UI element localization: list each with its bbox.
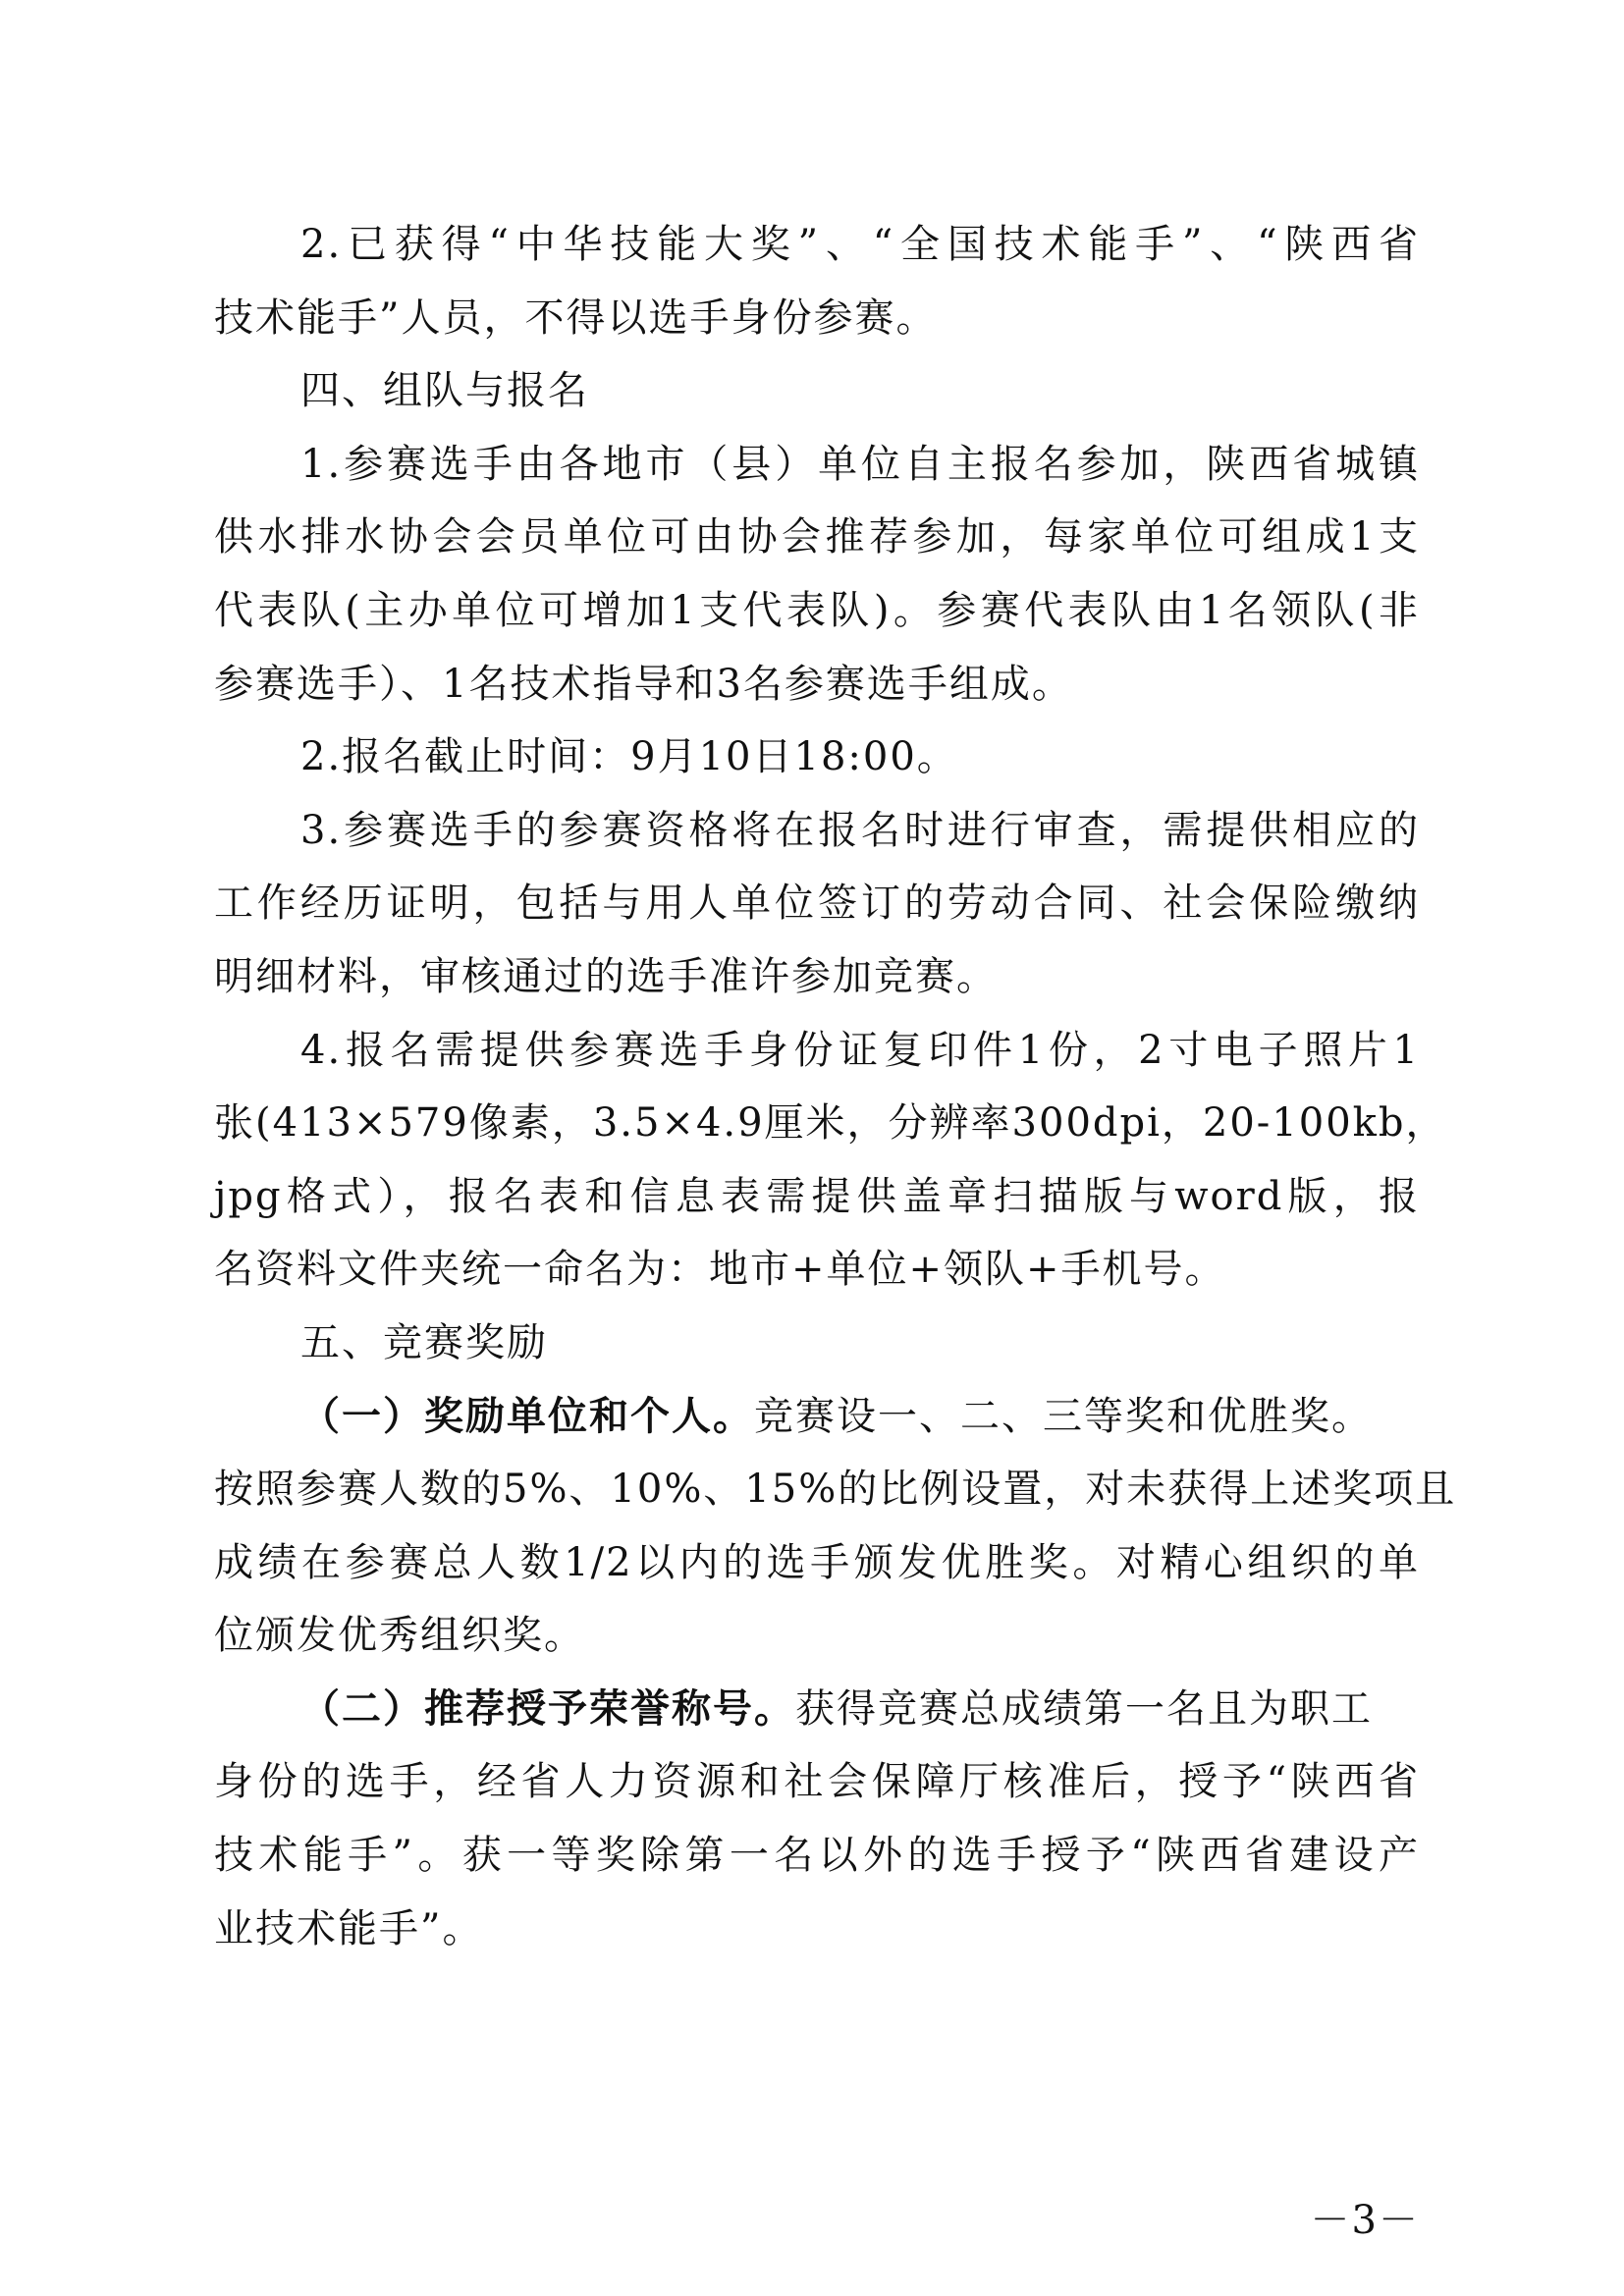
paragraph-line-honor-title: [214, 1673, 1420, 1746]
paragraph-line: 技术能手”。获一等奖除第一名以外的选手授予“陕西省建设产: [214, 1833, 1420, 1879]
paragraph-text: 获得竞赛总成绩第一名且为职工: [795, 1685, 1373, 1732]
paragraph-line: 2.报名截止时间：9月10日18:00。: [300, 734, 958, 780]
paragraph-line: 4.报名需提供参赛选手身份证复印件1份，2寸电子照片1: [300, 1027, 1420, 1073]
paragraph-line: 业技术能手”。: [214, 1905, 484, 1951]
paragraph-line: 张(413×579像素，3.5×4.9厘米，分辨率300dpi，20-100kb，: [214, 1100, 1447, 1147]
paragraph-line: 技术能手”人员，不得以选手身份参赛。: [214, 294, 938, 341]
paragraph-line: 代表队(主办单位可增加1支代表队)。参赛代表队由1名领队(非: [214, 587, 1420, 633]
section-heading-4: 四、组队与报名: [300, 368, 589, 414]
page-number: －3－: [1310, 2198, 1420, 2243]
bold-lead-award-units: （一）奖励单位和个人。: [300, 1393, 754, 1439]
paragraph-text: 竞赛设一、二、三等奖和优胜奖。: [754, 1393, 1373, 1439]
paragraph-line: 参赛选手）、1名技术指导和3名参赛选手组成。: [214, 661, 1073, 707]
paragraph-line: jpg格式），报名表和信息表需提供盖章扫描版与word版，报: [214, 1173, 1420, 1219]
document-body: [214, 208, 1457, 1965]
paragraph-line: 按照参赛人数的5%、10%、15%的比例设置，对未获得上述奖项且: [214, 1467, 1457, 1513]
paragraph-line: 3.参赛选手的参赛资格将在报名时进行审查，需提供相应的: [300, 807, 1420, 853]
paragraph-line: 2.已获得“中华技能大奖”、“全国技术能手”、“陕西省: [300, 222, 1420, 267]
paragraph-line: 1.参赛选手由各地市（县）单位自主报名参加，陕西省城镇: [300, 441, 1420, 487]
paragraph-line: 身份的选手，经省人力资源和社会保障厅核准后，授予“陕西省: [214, 1759, 1420, 1805]
paragraph-line: 位颁发优秀组织奖。: [214, 1613, 585, 1659]
paragraph-line: 明细材料，审核通过的选手准许参加竞赛。: [214, 953, 998, 999]
paragraph-line: 供水排水协会会员单位可由协会推荐参加，每家单位可组成1支: [214, 514, 1420, 561]
paragraph-line: 工作经历证明，包括与用人单位签订的劳动合同、社会保险缴纳: [214, 881, 1420, 927]
section-heading-5: 五、竞赛奖励: [300, 1319, 548, 1365]
paragraph-line: 成绩在参赛总人数1/2以内的选手颁发优胜奖。对精心组织的单: [214, 1539, 1420, 1585]
paragraph-line: 名资料文件夹统一命名为：地市+单位+领队+手机号。: [214, 1247, 1226, 1293]
paragraph-line-award-units: [214, 1380, 1420, 1454]
bold-lead-honor-title: （二）推荐授予荣誉称号。: [300, 1685, 795, 1732]
